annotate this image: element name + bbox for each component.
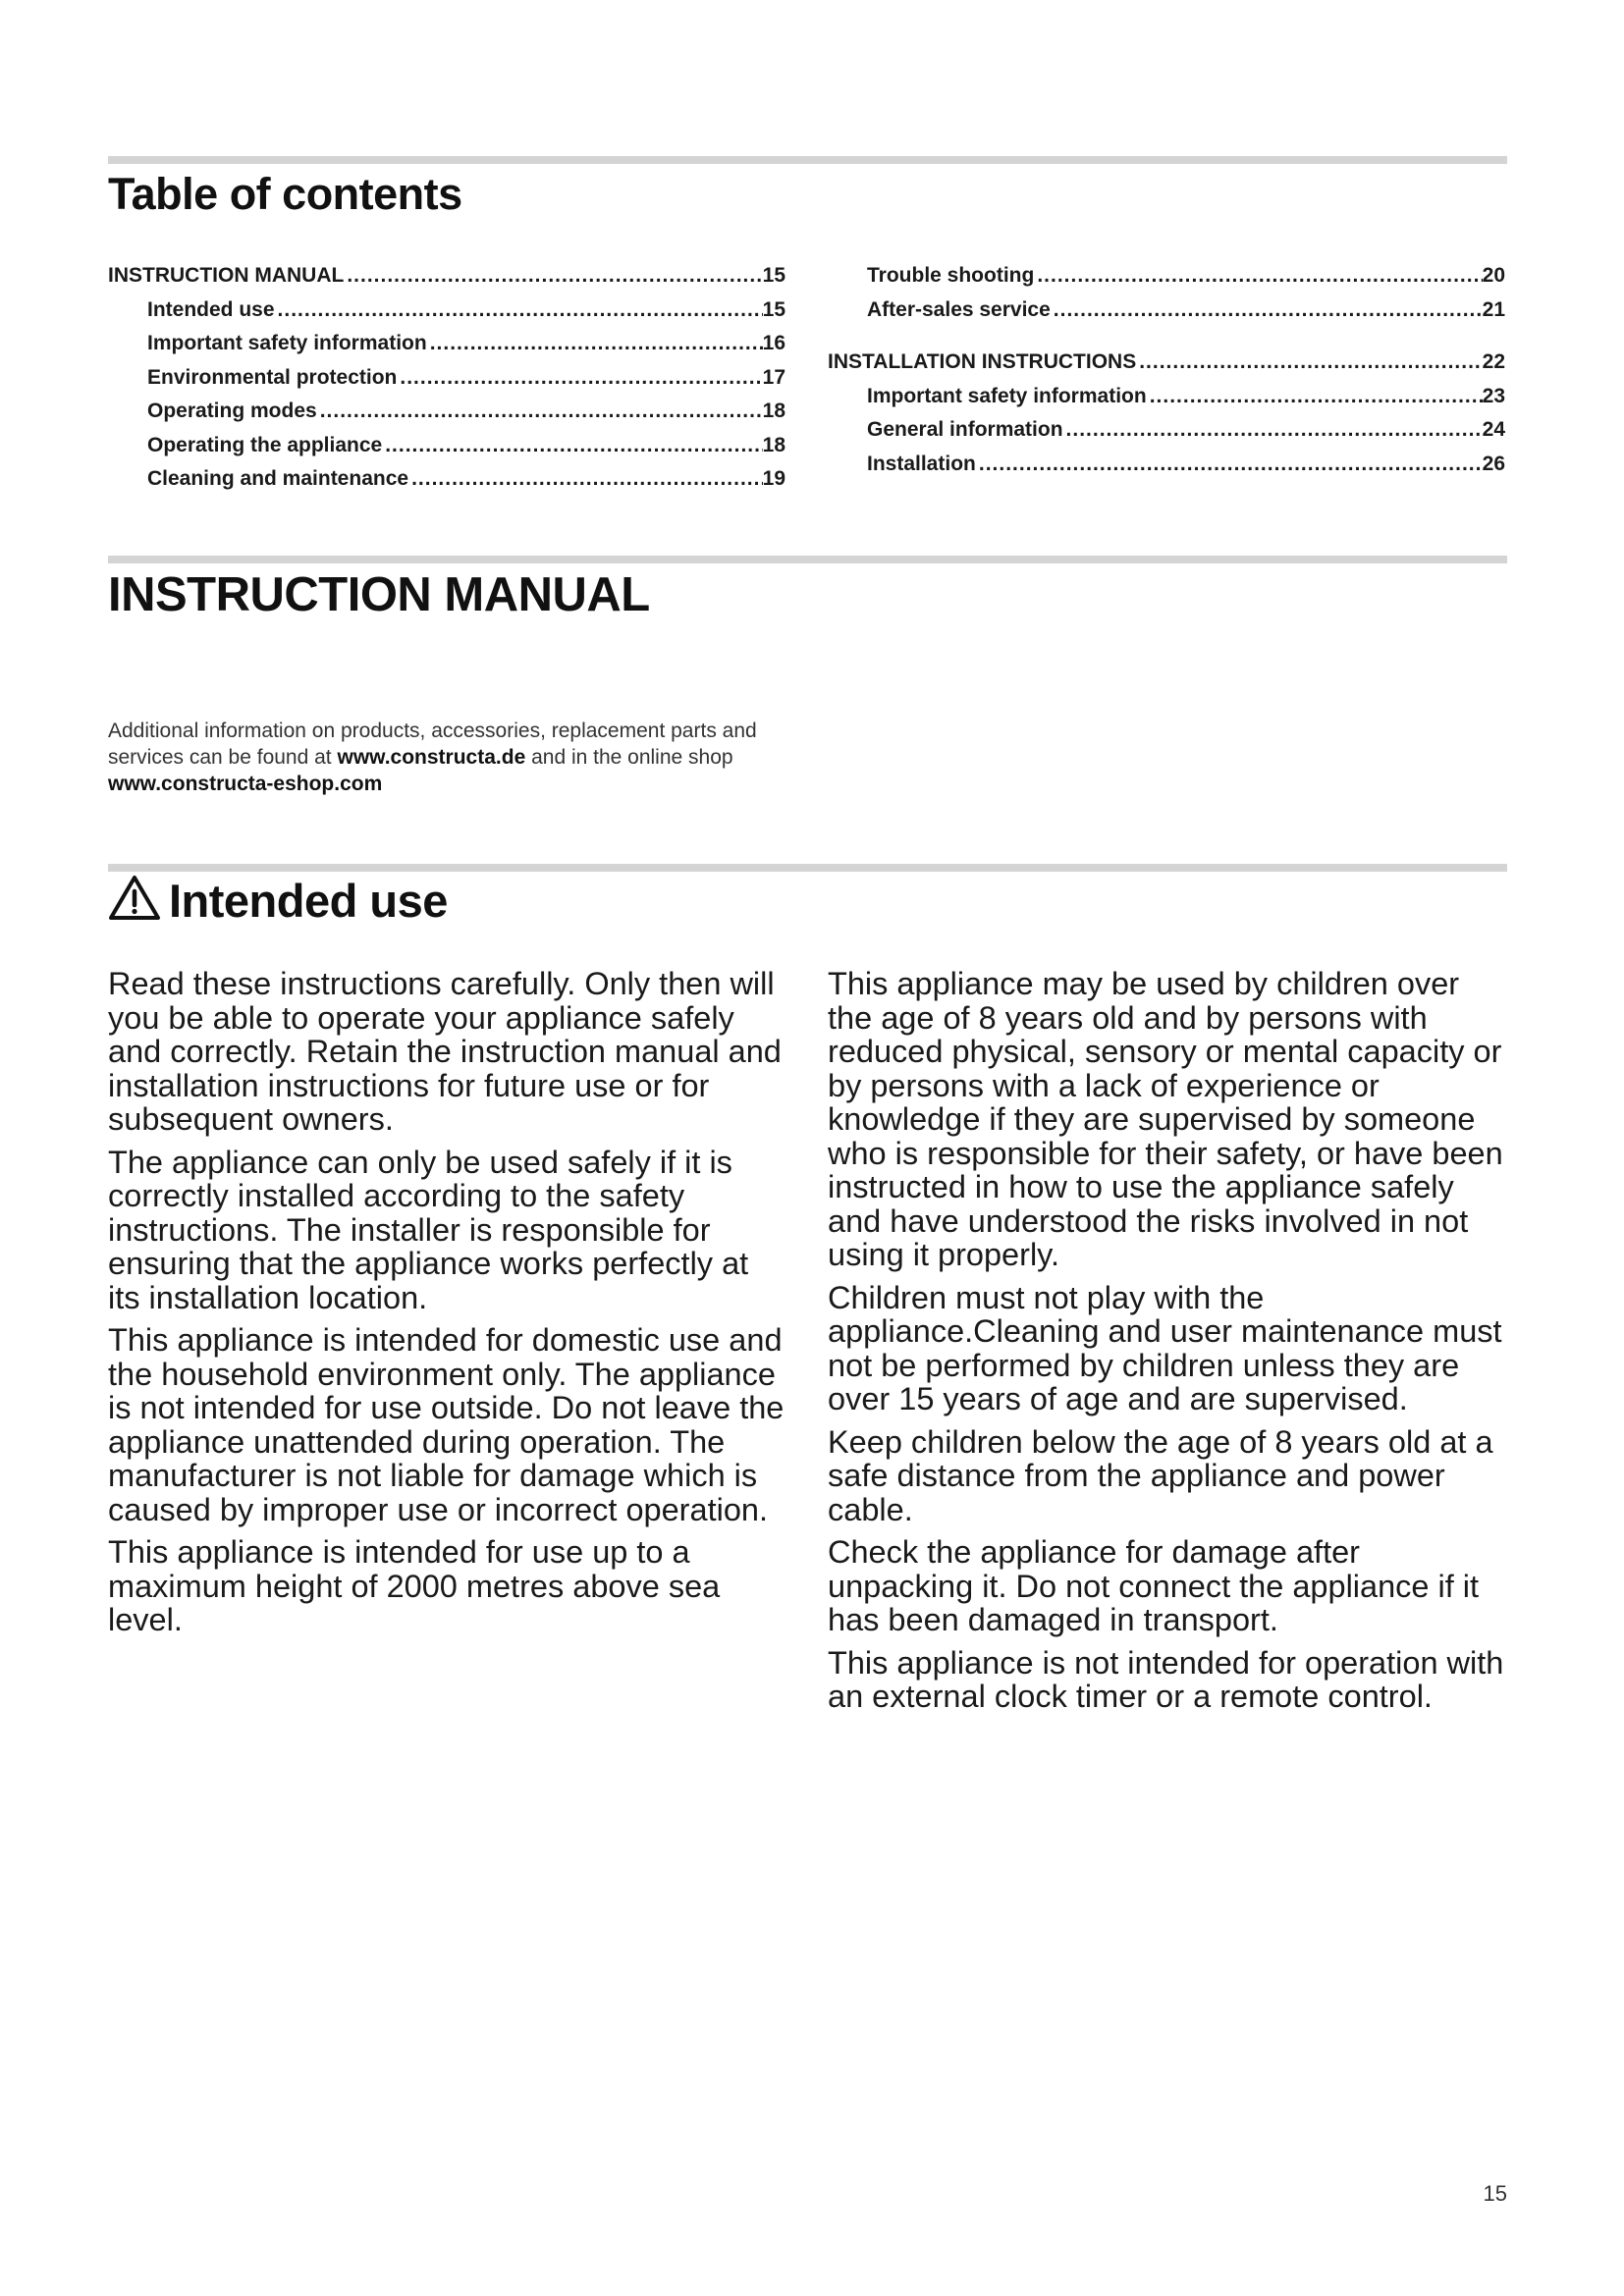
toc-entry[interactable]: Important safety information ..... 23 bbox=[828, 380, 1505, 414]
toc-entry[interactable]: Operating modes ..... 18 bbox=[108, 395, 785, 429]
toc-entry[interactable]: General information ..... 24 bbox=[828, 413, 1505, 448]
intended-use-right-column bbox=[828, 967, 1505, 1723]
toc-entry[interactable]: INSTRUCTION MANUAL ..... 15 bbox=[108, 259, 785, 294]
intended-use-title: Intended use bbox=[108, 874, 448, 928]
manual-title: INSTRUCTION MANUAL bbox=[108, 568, 650, 621]
paragraph: Keep children below the age of 8 years old at a safe distance from the appliance and power cable. bbox=[828, 1423, 1493, 1527]
toc-right-column bbox=[828, 259, 1505, 481]
paragraph: The appliance can only be used safely if it is correctly installed according to the safety instructions. The installer is responsible for ensuring that the appliance works perfectly at its installation location. bbox=[108, 1144, 749, 1315]
paragraph: This appliance may be used by children over the age of 8 years old and by persons with reduced physical, sensory or mental capacity or by persons with a lack of experience or knowledge if they are supervised by someone who is responsible for their safety, or have been instructed in how to use the appliance safely and have understood the risks involved in not using it properly. bbox=[828, 966, 1503, 1272]
toc-rule bbox=[108, 156, 1507, 164]
eshop-link[interactable]: www.constructa-eshop.com bbox=[108, 773, 383, 795]
toc-entry[interactable]: INSTALLATION INSTRUCTIONS ..... 22 bbox=[828, 346, 1505, 380]
intended-use-left-column bbox=[108, 967, 785, 1646]
toc-title: Table of contents bbox=[108, 169, 462, 219]
paragraph: This appliance is intended for use up to a maximum height of 2000 metres above sea level. bbox=[108, 1534, 721, 1637]
manual-intro: Additional information on products, accessories, replacement parts and services can be found at www.constructa.de and in the online shop www.constructa-eshop.com bbox=[108, 720, 757, 795]
website-link[interactable]: www.constructa.de bbox=[337, 746, 526, 769]
toc-entry[interactable]: Important safety information ..... 16 bbox=[108, 327, 785, 361]
toc-left-column bbox=[108, 259, 785, 497]
toc-entry[interactable]: Environmental protection ..... 17 bbox=[108, 361, 785, 396]
toc-entry[interactable]: Intended use ..... 15 bbox=[108, 294, 785, 328]
paragraph: Read these instructions carefully. Only then will you be able to operate your appliance safely and correctly. Retain the instruction manual and installation instructions for future use or for subsequent owners. bbox=[108, 966, 782, 1137]
paragraph: Check the appliance for damage after unpacking it. Do not connect the appliance if it has been damaged in transport. bbox=[828, 1534, 1480, 1637]
toc-entry[interactable]: Cleaning and maintenance ..... 19 bbox=[108, 462, 785, 497]
toc-entry[interactable]: Operating the appliance ..... 18 bbox=[108, 429, 785, 463]
paragraph: Children must not play with the appliance.Cleaning and user maintenance must not be performed by children unless they are over 15 years of age and are supervised. bbox=[828, 1279, 1502, 1416]
toc-entry[interactable]: Trouble shooting ..... 20 bbox=[828, 259, 1505, 294]
paragraph: This appliance is intended for domestic use and the household environment only. The appliance is not intended for use outside. Do not leave the appliance unattended during operation. The manufacturer is not liable for damage which is caused by improper use or incorrect operation. bbox=[108, 1322, 785, 1527]
manual-rule bbox=[108, 556, 1507, 563]
warning-icon bbox=[108, 874, 161, 921]
page-number: 15 bbox=[1483, 2181, 1507, 2206]
paragraph: This appliance is not intended for operation with an external clock timer or a remote control. bbox=[828, 1644, 1504, 1714]
intended-use-rule bbox=[108, 864, 1507, 872]
toc-entry[interactable]: Installation ..... 26 bbox=[828, 448, 1505, 482]
toc-entry[interactable]: After-sales service ..... 21 bbox=[828, 294, 1505, 328]
